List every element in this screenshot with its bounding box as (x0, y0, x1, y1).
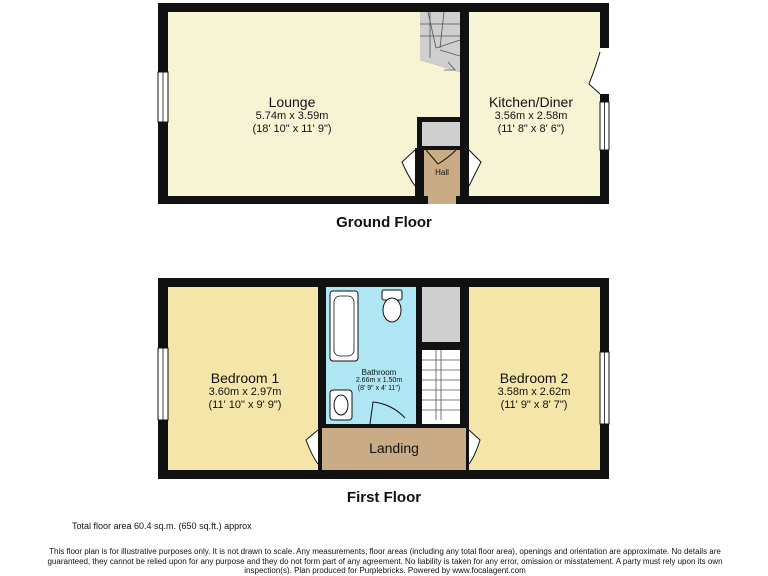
bedroom-2-size-imperial: (11' 9" x 8' 7") (500, 398, 568, 411)
lounge-size-metric: 5.74m x 3.59m (255, 110, 329, 123)
ground-floor-title: Ground Floor (336, 214, 432, 231)
kitchen-size-imperial: (11' 8" x 8' 6") (497, 122, 565, 135)
kitchen-size-metric: 3.56m x 2.58m (494, 110, 568, 123)
bathroom-label (342, 368, 416, 393)
lounge-size-imperial: (18' 10" x 11' 9") (252, 122, 332, 135)
kitchen-name: Kitchen/Diner (488, 94, 574, 110)
total-floor-area: Total floor area 60.4 sq.m. (650 sq.ft.) approx (72, 521, 252, 531)
bedroom-1-size-imperial: (11' 10" x 9' 9") (208, 398, 282, 411)
lounge-label (212, 94, 372, 135)
bedroom-1-name: Bedroom 1 (210, 370, 280, 386)
bedroom-2-label (467, 370, 601, 411)
kitchen-label (464, 94, 598, 135)
toilet (382, 290, 402, 322)
lounge-name: Lounge (268, 94, 316, 110)
bedroom-1-size-metric: 3.60m x 2.97m (208, 386, 282, 399)
first-store (422, 287, 460, 342)
first-floor-title: First Floor (346, 489, 422, 506)
bathroom-size-imperial: (8' 9" x 4' 11") (357, 385, 401, 393)
hall-label: Hall (435, 168, 449, 177)
basin (330, 390, 352, 420)
disclaimer-text: This floor plan is for illustrative purposes only. It is not drawn to scale. Any measurements, floor areas (including any total floor area), openings and orientation are approximate. No details are guaranteed, they cannot be relied upon for any purpose and they do not form part of any agreement. No liability is taken for any error, omission or misstatement. A party must rely upon its own inspection(s). Plan produced for Purplebricks. Powered by www.focalagent.com (47, 547, 723, 576)
landing-label: Landing (369, 440, 419, 456)
first-stairs (422, 350, 460, 424)
bathroom-name: Bathroom (361, 368, 397, 377)
bedroom-2-name: Bedroom 2 (499, 370, 569, 386)
bedroom-2-size-metric: 3.58m x 2.62m (497, 386, 571, 399)
bedroom-1-label (175, 370, 315, 411)
ground-store (422, 122, 460, 146)
bathroom-size-metric: 2.66m x 1.50m (355, 377, 403, 385)
